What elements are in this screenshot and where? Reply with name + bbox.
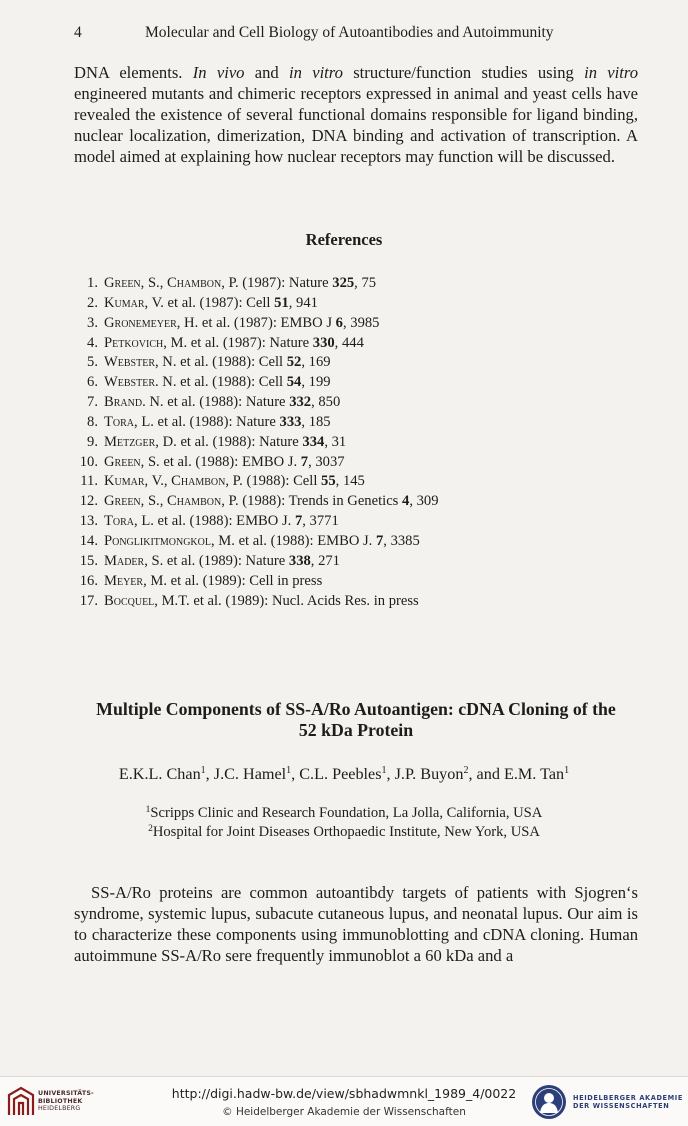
author-name: J.C. Hamel [213, 765, 287, 783]
reference-item [74, 492, 439, 512]
library-name-line-1: UNIVERSITÄTS- [38, 1090, 94, 1097]
abstract-paragraph: SS-A/Ro proteins are common autoantibdy targets of patients with Sjogren‘s syndrome, systemic lupus, subacute cutaneous lupus, and neonatal lupus. Our aim is to characterize these components using immunoblotting and cDNA cloning. Human autoimmune SS-A/Ro sere frequently immunoblot a 60 kDa and a [74, 883, 638, 965]
academy-name-line-1: HEIDELBERGER AKADEMIE [573, 1094, 683, 1102]
reference-authors: Webster, N. [104, 354, 177, 371]
reference-authors: Webster. N. [104, 374, 177, 391]
references-list [74, 274, 439, 611]
reference-source: et al. (1987): Cell [163, 294, 275, 311]
reference-item [74, 552, 439, 572]
reference-authors: Gronemeyer, H. [104, 314, 199, 331]
reference-volume: 330 [312, 334, 335, 351]
reference-pages: , 145 [335, 473, 365, 490]
reference-source: et al. (1987): Nature [187, 334, 313, 351]
reference-item [74, 393, 439, 413]
reference-source: (1988): Trends in Genetics [238, 493, 403, 510]
intro-paragraph [74, 62, 638, 167]
reference-item [74, 373, 439, 393]
reference-item [74, 512, 439, 532]
italic-term: in vitro [584, 63, 639, 82]
reference-pages: , 941 [288, 294, 318, 311]
reference-pages: , 850 [311, 394, 341, 411]
article-title-line-1: Multiple Components of SS-A/Ro Autoantigen: cDNA Cloning of the [96, 699, 616, 719]
reference-authors: Ponglikitmongkol, M. [104, 532, 235, 549]
reference-item [74, 472, 439, 492]
author-name: E.M. Tan [503, 765, 565, 783]
author-affiliation-marker: 1 [564, 765, 570, 776]
reference-volume: 6 [335, 314, 343, 331]
reference-item [74, 433, 439, 453]
reference-number: 11. [80, 473, 98, 490]
author-separator: , [386, 765, 395, 783]
reference-number: 7. [87, 394, 98, 411]
reference-pages: , 3037 [308, 453, 345, 470]
author-affiliation-marker: 1 [200, 765, 206, 776]
library-name-line-3: HEIDELBERG [38, 1105, 81, 1113]
author-name: E.K.L. Chan [118, 765, 201, 783]
reference-number: 2. [87, 294, 98, 311]
reference-pages: , 75 [354, 275, 377, 291]
affiliation-1-text: Scripps Clinic and Research Foundation, La Jolla, California, USA [150, 805, 543, 821]
reference-volume: 54 [286, 374, 302, 391]
reference-number: 14. [79, 532, 98, 549]
reference-number: 5. [87, 354, 98, 371]
academy-name [573, 1094, 683, 1110]
reference-item [74, 453, 439, 473]
reference-source: (1988): Cell [242, 473, 322, 490]
reference-volume: 333 [279, 413, 302, 430]
reference-number: 13. [79, 513, 98, 530]
reference-source: et al. (1988): EMBO J. [234, 532, 376, 549]
author-name: J.P. Buyon [394, 765, 464, 783]
reference-authors: Brand. N. [104, 394, 164, 411]
reference-pages: , 31 [324, 433, 347, 450]
page-number: 4 [74, 24, 82, 41]
reference-source: et al. (1987): EMBO J [198, 314, 336, 331]
reference-source: et al. (1988): Cell [176, 374, 287, 391]
reference-pages: , 271 [310, 552, 340, 569]
author-separator: , [291, 765, 300, 783]
reference-pages: , 185 [301, 413, 331, 430]
reference-volume: 338 [288, 552, 311, 569]
reference-number: 1. [87, 275, 98, 291]
reference-source: et al. (1989): Nature [163, 552, 289, 569]
reference-source: et al. (1988): Nature [153, 413, 280, 430]
running-title: Molecular and Cell Biology of Autoantibodies and Autoimmunity [145, 24, 554, 41]
reference-volume: 7 [294, 513, 303, 530]
author-separator: , [205, 765, 214, 783]
reference-authors: Petkovich, M. [104, 334, 188, 351]
author-list [0, 765, 688, 784]
reference-authors: Tora, L. [104, 413, 154, 430]
reference-volume: 55 [321, 473, 336, 490]
reference-item [74, 413, 439, 433]
italic-term: in vitro [289, 63, 343, 82]
reference-number: 10. [79, 453, 98, 470]
reference-number: 4. [87, 334, 98, 351]
reference-number: 8. [87, 413, 98, 430]
italic-term: In vivo [192, 63, 245, 82]
viewer-footer [0, 1076, 688, 1126]
reference-volume: 325 [332, 275, 355, 291]
reference-authors: Green, S. [104, 453, 160, 470]
reference-volume: 7 [300, 453, 309, 470]
reference-source: et al. (1988): Nature [163, 394, 290, 411]
reference-item [74, 294, 439, 314]
reference-source: et al. (1988): EMBO J. [159, 453, 301, 470]
academy-name-line-2: DER WISSENSCHAFTEN [573, 1102, 670, 1110]
reference-authors: Green, S., Chambon, P. [104, 493, 239, 510]
reference-pages: , 169 [301, 354, 331, 371]
reference-item [74, 334, 439, 354]
reference-pages: , 3385 [383, 532, 420, 549]
reference-authors: Kumar, V., Chambon, P. [104, 473, 243, 490]
references-heading: References [305, 230, 383, 249]
copyright-notice: © Heidelberger Akademie der Wissenschaften [222, 1106, 466, 1118]
affiliation-2-marker: 2 [148, 824, 153, 834]
reference-source: et al. (1988): Cell [176, 354, 287, 371]
affiliation-1 [0, 805, 688, 822]
reference-source: et al. (1989): Cell in press [167, 572, 323, 589]
reference-authors: Bocquel, M.T. [104, 592, 190, 609]
reference-number: 9. [87, 433, 98, 450]
reference-source: (1987): Nature [238, 275, 333, 291]
author-affiliation-marker: 1 [286, 765, 292, 776]
reference-authors: Kumar, V. [104, 294, 164, 311]
reference-authors: Meyer, M. [104, 572, 168, 589]
reference-pages: , 3985 [342, 314, 380, 331]
reference-volume: 334 [302, 433, 325, 450]
reference-volume: 4 [402, 493, 410, 510]
reference-pages: , 199 [301, 374, 331, 391]
reference-source: et al. (1988): Nature [176, 433, 303, 450]
reference-authors: Green, S., Chambon, P. [104, 275, 239, 291]
reference-pages: , 309 [409, 493, 439, 510]
author-affiliation-marker: 1 [381, 765, 387, 776]
reference-number: 15. [79, 552, 98, 569]
reference-pages: , 444 [334, 334, 364, 351]
reference-volume: 52 [286, 354, 302, 371]
author-affiliation-marker: 2 [463, 765, 469, 776]
reference-number: 17. [79, 592, 98, 609]
text-run: engineered mutants and chimeric receptors expressed in animal and yeast cells have revealed the existence of several functional domains responsible for ligand binding, nuclear localization, dimerization, DNA binding and activation of transcription. A model aimed at explaining how nuclear receptors may function will be discussed. [74, 84, 638, 166]
reference-authors: Metzger, D. [104, 433, 177, 450]
affiliation-1-marker: 1 [145, 805, 151, 815]
reference-authors: Mader, S. [104, 552, 164, 569]
reference-number: 3. [87, 314, 98, 331]
reference-item [74, 314, 439, 334]
reference-pages: , 3771 [302, 513, 339, 530]
permalink-url[interactable]: http://digi.hadw-bw.de/view/sbhadwmnkl_1989_4/0022 [171, 1086, 517, 1101]
reference-item [74, 572, 439, 592]
text-run: and [244, 63, 290, 82]
article-title-line-2: 52 kDa Protein [298, 720, 414, 740]
reference-volume: 51 [274, 294, 289, 311]
reference-number: 6. [87, 374, 98, 391]
reference-number: 12. [79, 493, 98, 510]
reference-number: 16. [79, 572, 98, 589]
text-run: structure/function studies using [342, 63, 585, 82]
academy-seal-icon [531, 1084, 567, 1120]
article-title [74, 699, 638, 741]
reference-item [74, 274, 439, 294]
reference-volume: 7 [375, 532, 384, 549]
text-run: DNA elements. [74, 63, 193, 82]
reference-item [74, 592, 439, 612]
reference-source: et al. (1989): Nucl. Acids Res. in press [189, 592, 419, 609]
reference-source: et al. (1988): EMBO J. [153, 513, 295, 530]
author-separator: , and [468, 765, 504, 783]
affiliation-2-text: Hospital for Joint Diseases Orthopaedic Institute, New York, USA [152, 824, 540, 840]
affiliation-2 [0, 824, 688, 841]
reference-volume: 332 [289, 394, 312, 411]
author-name: C.L. Peebles [299, 765, 382, 783]
reference-authors: Tora, L. [104, 513, 154, 530]
reference-item [74, 532, 439, 552]
reference-item [74, 353, 439, 373]
library-name-line-2: BIBLIOTHEK [38, 1097, 83, 1105]
